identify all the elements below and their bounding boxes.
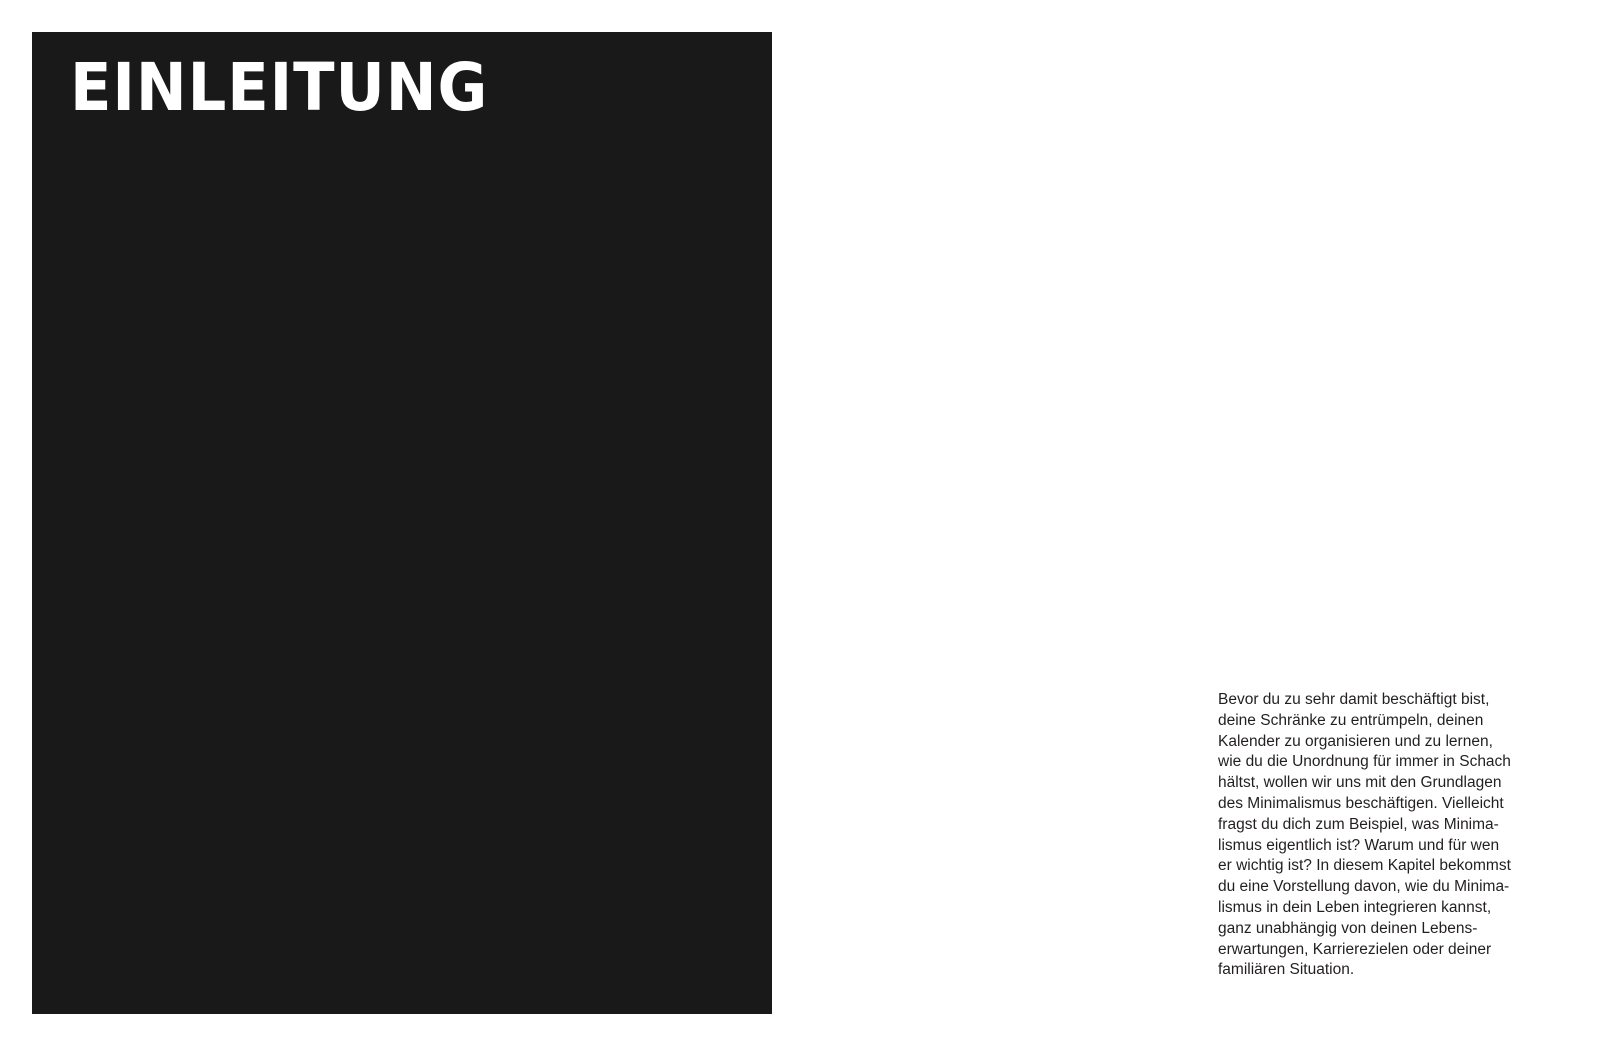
intro-line: er wichtig ist? In diesem Kapitel bekommst [1218, 857, 1511, 875]
intro-line: du eine Vorstellung davon, wie du Minima- [1218, 878, 1510, 896]
chapter-cover-panel [32, 32, 772, 1014]
intro-line: wie du die Unordnung für immer in Schach [1218, 753, 1511, 771]
intro-line: ganz unabhängig von deinen Lebens- [1218, 919, 1478, 937]
intro-line: familiären Situation. [1218, 961, 1355, 979]
intro-line: deine Schränke zu entrümpeln, deinen [1218, 711, 1484, 729]
intro-line: des Minimalismus beschäftigen. Vielleicht [1218, 794, 1504, 812]
intro-line: lismus in dein Leben integrieren kannst, [1218, 898, 1492, 916]
intro-line: erwartungen, Karrierezielen oder deiner [1218, 940, 1492, 958]
intro-line: Kalender zu organisieren und zu lernen, [1218, 732, 1493, 750]
intro-paragraph [1218, 690, 1554, 981]
intro-line: lismus eigentlich ist? Warum und für wen [1218, 836, 1500, 854]
chapter-title: EINLEITUNG [70, 49, 489, 126]
intro-line: fragst du dich zum Beispiel, was Minima- [1218, 815, 1499, 833]
intro-line: Bevor du zu sehr damit beschäftigt bist, [1218, 691, 1490, 708]
intro-line: hältst, wollen wir uns mit den Grundlagen [1218, 774, 1502, 792]
